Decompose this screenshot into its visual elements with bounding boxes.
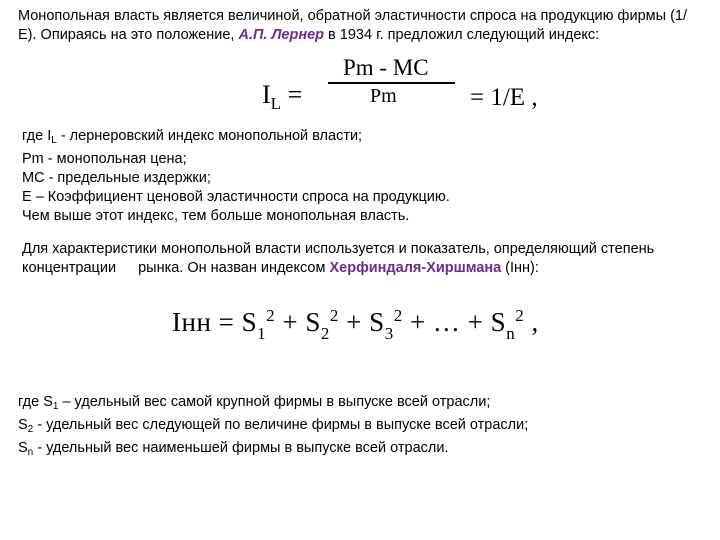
fraction-bar bbox=[328, 82, 455, 84]
hhi-text-1: Для характеристики монопольной власти используется и показатель, определяющий степень концентрации bbox=[22, 241, 655, 276]
hhi-text-2: рынка. Он назван индексом bbox=[138, 260, 330, 276]
lerner-lhs-equals: = bbox=[281, 80, 303, 109]
intro-text-1: Монопольная власть является величиной, обратной эластичности спроса на продукцию фирмы (1/ Е). Опираясь на это положение, bbox=[18, 8, 687, 43]
hhi-lhs: Iнн = bbox=[172, 307, 242, 337]
lerner-numerator: Pm - MC bbox=[343, 55, 429, 80]
lerner-conclusion: Чем выше этот индекс, тем больше монопольная власть. bbox=[22, 208, 410, 224]
hhi-term-3: $S_3^2$ bbox=[369, 306, 403, 343]
hhi-ellipsis: … bbox=[432, 307, 461, 337]
lerner-formula-lhs bbox=[262, 80, 302, 114]
hhi-term-2: $S_2^2$ bbox=[305, 306, 339, 343]
definition-e: Е – Коэффициент ценовой эластичности спроса на продукцию. bbox=[22, 189, 450, 205]
hhi-term-1: $S_1^2$ bbox=[241, 306, 276, 343]
hhi-tail: , bbox=[524, 307, 539, 337]
lerner-definitions bbox=[22, 127, 712, 226]
lerner-lhs-subscript: L bbox=[270, 94, 282, 113]
hhi-definitions bbox=[18, 393, 708, 462]
author-name: А.П. Лернер bbox=[238, 27, 325, 43]
hhi-index-name: Херфиндаля-Хиршмана bbox=[329, 260, 502, 276]
hhi-paragraph bbox=[22, 240, 712, 278]
lerner-formula-rhs: = 1/E , bbox=[470, 84, 538, 111]
definition-s1: где $S_1$ – удельный вес самой крупной фирмы в выпуске всей отрасли; bbox=[18, 394, 491, 412]
definition-s2: $S_2$ - удельный вес следующей по величине фирмы в выпуске всей отрасли; bbox=[18, 417, 529, 435]
definition-il-prefix: где I bbox=[22, 128, 52, 144]
intro-text-2: в 1934 г. предложил следующий индекс: bbox=[324, 27, 600, 43]
definition-pm: Pm - монопольная цена; bbox=[22, 151, 187, 167]
hhi-term-n: $S_n^2$ bbox=[490, 306, 525, 343]
hhi-formula: Iнн = $S_1^2 + S_2^2 + S_3^2$ + … + $S_n^2$ , bbox=[172, 306, 539, 343]
intro-paragraph bbox=[18, 7, 708, 45]
lerner-lhs-symbol: I bbox=[262, 80, 271, 109]
hhi-text-3: (Iнн): bbox=[501, 260, 539, 276]
definition-il-subscript: L bbox=[51, 135, 57, 146]
definition-il bbox=[22, 127, 712, 150]
definition-sn: $S_n$ - удельный вес наименьшей фирмы в выпуске всей отрасли. bbox=[18, 440, 449, 458]
definition-mc: МС - предельные издержки; bbox=[22, 170, 211, 186]
definition-il-text: - лернеровский индекс монопольной власти; bbox=[56, 128, 363, 144]
lerner-denominator: Pm bbox=[370, 85, 397, 107]
